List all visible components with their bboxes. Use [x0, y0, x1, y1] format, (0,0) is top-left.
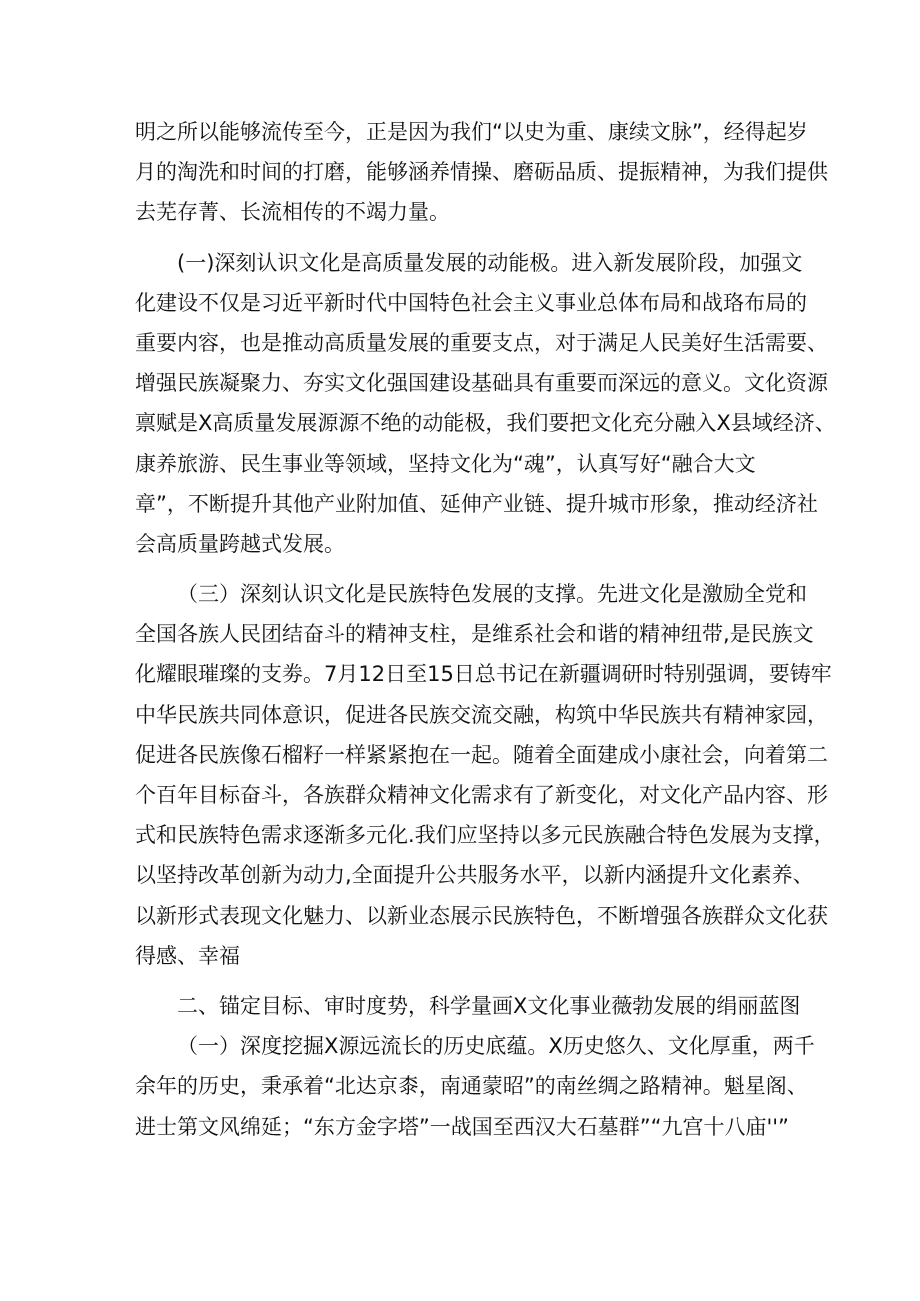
text-line: 二、锚定目标、审时度势，科学量画X文化事业薇勃发展的绢丽蓝图	[177, 993, 801, 1018]
text-line: （三）深刻认识文化是民族特色发展的支撑。先进文化是激励全党和	[177, 582, 807, 607]
text-line: 会高质量跨越式发展。	[135, 531, 345, 556]
text-line: 重要内容，也是推动高质量发展的重要支点，对于满足人民美好生活需要、	[135, 330, 828, 355]
text-line: 进士第文风绵延；“东方金字塔”一战国至西汉大石墓群”“九宫十八庙''”	[135, 1114, 789, 1139]
text-line: 章”，不断提升其他产业附加值、延伸产业链、提升城市形象，推动经济社	[135, 491, 818, 516]
text-line: 以坚持改革创新为动力,全面提升公共服务水平，以新内涵提升文化素养、	[135, 863, 814, 888]
text-line: 余年的历史，秉承着“北达京桼，南通蒙昭”的南丝绸之路精神。魁星阁、	[135, 1074, 808, 1099]
text-line: 化建设不仅是习近平新时代中国特色社会主义事业总体布局和战珞布局的	[135, 290, 807, 315]
text-line: 得感、幸福	[135, 943, 240, 968]
text-line: 增强民族凝聚力、夯实文化强国建设基础具有重要而深远的意义。文化资源	[135, 371, 828, 396]
text-line: 中华民族共同体意识，促进各民族交流交融，构筑中华民族共有精神家园，	[135, 702, 828, 727]
text-line: 促进各民族像石榴籽一样紧紧抱在一起。随着全面建成小康社会，向着第二	[135, 742, 828, 767]
text-line: 全国各族人民团结奋斗的精神支柱，是维系社会和谐的精神纽带,是民族文	[135, 622, 814, 647]
text-line: 化耀眼璀璨的支劵。7月12日至15日总书记在新疆调研时特别强调，要铸牢	[135, 662, 832, 687]
text-line: 禀赋是X高质量发展源源不绝的动能极，我们要把文化充分融入X县域经济、	[135, 411, 836, 436]
text-line: 去芜存菁、长流相传的不竭力量。	[135, 200, 450, 225]
text-line: (一)深刻认识文化是高质量发展的动能极。进入新发展阶段，加强文	[177, 250, 803, 275]
text-line: 以新形式表现文化魅力、以新业态展示民族特色，不断增强各族群众文化获	[135, 903, 828, 928]
text-line: 康养旅游、民生事业等领域，坚持文化为“魂”，认真写好“融合大文	[135, 451, 756, 476]
text-line: （一）深度挖掘X源远流长的历史底蕴。X历史悠久、文化厚重，两千	[177, 1034, 815, 1059]
text-line: 式和民族特色需求逐渐多元化.我们应坚持以多元民族融合特色发展为支撑，	[135, 823, 835, 848]
document-body	[135, 112, 836, 1147]
text-line: 月的淘洗和时间的打磨，能够涵养情操、磨砺品质、提振精神，为我们提供	[135, 160, 828, 185]
text-line: 明之所以能够流传至今，正是因为我们“以史为重、康续文脉”，经得起岁	[135, 120, 808, 144]
text-line: 个百年目标奋斗，各族群众精神文化需求有了新变化，对文化产品内容、形	[135, 783, 828, 807]
